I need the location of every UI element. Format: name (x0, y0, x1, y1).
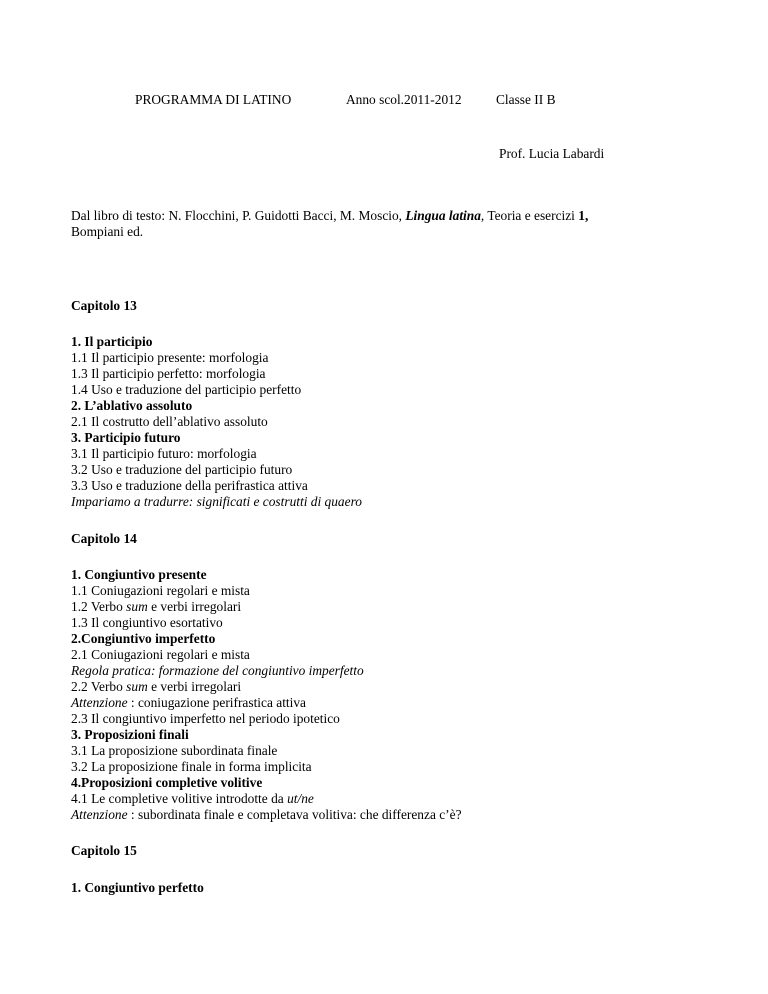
program-title: PROGRAMMA DI LATINO (135, 92, 292, 107)
list-item: 1.4 Uso e traduzione del participio perfetto (71, 382, 302, 397)
textbook-reference (71, 208, 697, 240)
textbook-intro: Dal libro di testo: N. Flocchini, P. Guidotti Bacci, M. Moscio, (71, 208, 406, 223)
list-item: 4.1 Le completive volitive introdotte da ut/ne (71, 791, 314, 806)
list-item: 2.3 Il congiuntivo imperfetto nel periodo ipotetico (71, 711, 340, 726)
chapter-15-title: Capitolo 15 (71, 843, 137, 858)
list-item: 3.1 Il participio futuro: morfologia (71, 446, 257, 461)
list-item: Impariamo a tradurre: significati e costrutti di quaero (71, 494, 362, 509)
list-item: 4.Proposizioni completive volitive (71, 775, 263, 790)
school-year: Anno scol.2011-2012 (346, 92, 462, 107)
textbook-title: Lingua latina (405, 208, 481, 223)
list-item: 1.3 Il congiuntivo esortativo (71, 615, 223, 630)
list-item: Regola pratica: formazione del congiuntivo imperfetto (71, 663, 364, 678)
list-item: 3. Proposizioni finali (71, 727, 189, 742)
list-item: Attenzione : coniugazione perifrastica attiva (71, 695, 306, 710)
list-item: 2.1 Il costrutto dell’ablativo assoluto (71, 414, 268, 429)
list-item: 1. Congiuntivo presente (71, 567, 207, 582)
class-label: Classe II B (496, 92, 556, 107)
list-item: 2.Congiuntivo imperfetto (71, 631, 216, 646)
textbook-publisher: Bompiani ed. (71, 224, 144, 239)
list-item: Attenzione : subordinata finale e completava volitiva: che differenza c’è? (71, 807, 462, 822)
textbook-rest: , Teoria e esercizi (480, 208, 579, 223)
list-item: 1. Il participio (71, 334, 153, 349)
list-item: 3.2 La proposizione finale in forma implicita (71, 759, 312, 774)
list-item: 2. L’ablativo assoluto (71, 398, 193, 413)
textbook-volume: 1, (578, 208, 589, 223)
list-item: 3.2 Uso e traduzione del participio futuro (71, 462, 293, 477)
teacher-name: Prof. Lucia Labardi (499, 146, 605, 161)
list-item: 3. Participio futuro (71, 430, 181, 445)
list-item: 1.2 Verbo sum e verbi irregolari (71, 599, 242, 614)
list-item: 1. Congiuntivo perfetto (71, 880, 204, 895)
list-item: 3.1 La proposizione subordinata finale (71, 743, 278, 758)
chapter-14-title: Capitolo 14 (71, 531, 137, 546)
list-item: 1.1 Il participio presente: morfologia (71, 350, 269, 365)
list-item: 1.1 Coniugazioni regolari e mista (71, 583, 250, 598)
list-item: 2.1 Coniugazioni regolari e mista (71, 647, 250, 662)
list-item: 2.2 Verbo sum e verbi irregolari (71, 679, 242, 694)
chapter-13-title: Capitolo 13 (71, 298, 137, 313)
list-item: 1.3 Il participio perfetto: morfologia (71, 366, 266, 381)
list-item: 3.3 Uso e traduzione della perifrastica attiva (71, 478, 308, 493)
